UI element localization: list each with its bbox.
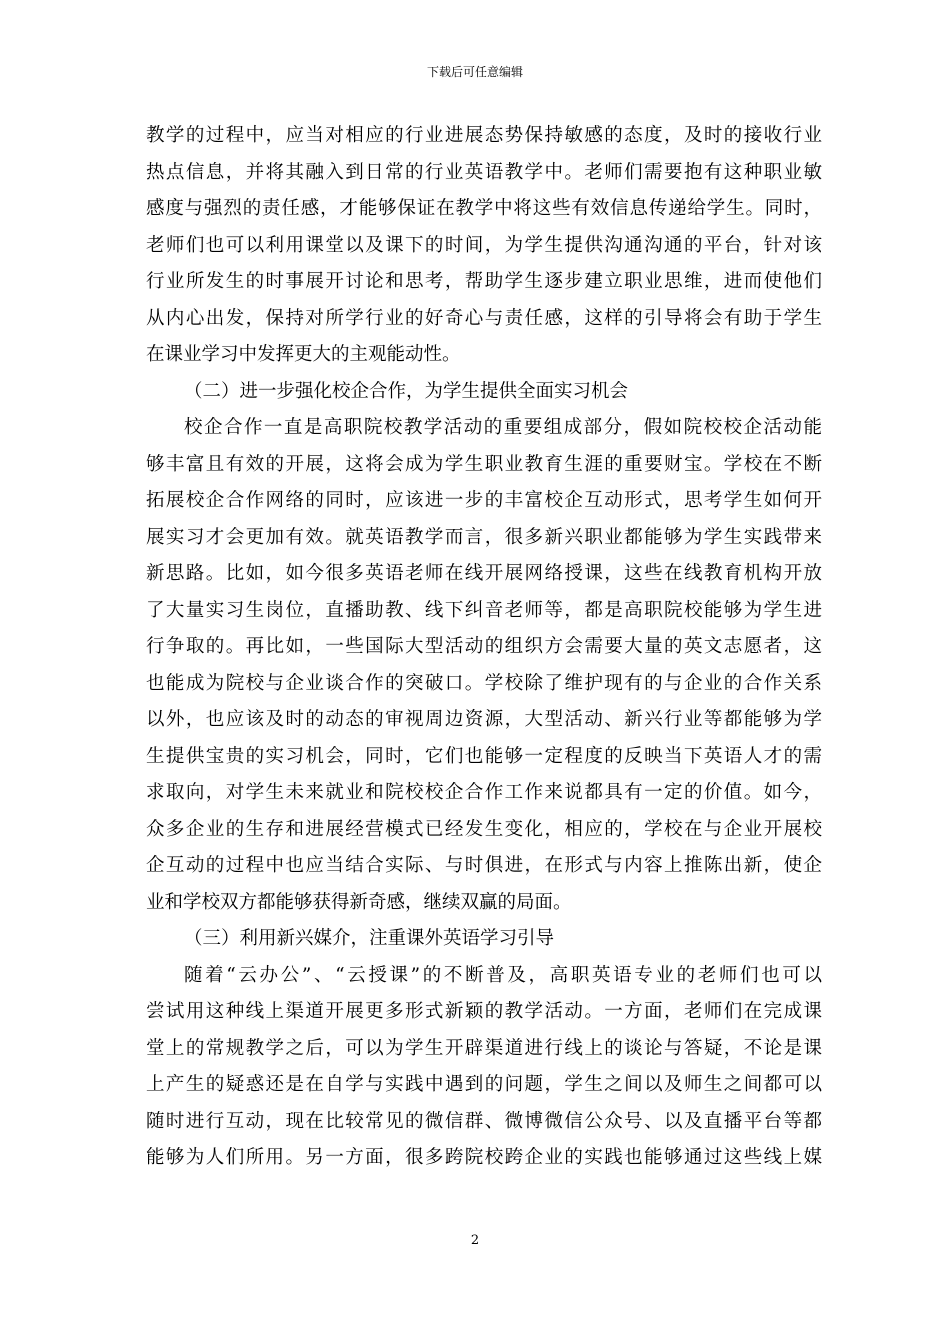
text-line: 教学的过程中，应当对相应的行业进展态势保持敏感的态度，及时的接收行业 xyxy=(146,125,822,146)
text-line: 拓展校企合作网络的同时，应该进一步的丰富校企互动形式，思考学生如何开 xyxy=(146,490,822,511)
text-line: 业和学校双方都能够获得新奇感，继续双赢的局面。 xyxy=(146,891,572,913)
text-line: 求取向，对学生未来就业和院校校企合作工作来说都具有一定的价值。如今， xyxy=(146,782,822,803)
section-heading: （三）利用新兴媒介，注重课外英语学习引导 xyxy=(184,928,555,949)
text-line: 校企合作一直是高职院校教学活动的重要组成部分，假如院校校企活动能 xyxy=(184,417,822,438)
section-heading: （二）进一步强化校企合作，为学生提供全面实习机会 xyxy=(184,380,629,402)
text-line: 热点信息，并将其融入到日常的行业英语教学中。老师们需要抱有这种职业敏 xyxy=(146,161,822,183)
text-line: 能够为人们所用。另一方面，很多跨院校跨企业的实践也能够通过这些线上媒 xyxy=(146,1147,822,1168)
text-line: 展实习才会更加有效。就英语教学而言，很多新兴职业都能够为学生实践带来 xyxy=(146,526,822,548)
text-line: 新思路。比如，如今很多英语老师在线开展网络授课，这些在线教育机构开放 xyxy=(146,563,822,584)
text-line: 行争取的。再比如，一些国际大型活动的组织方会需要大量的英文志愿者，这 xyxy=(146,636,822,657)
text-line: 也能成为院校与企业谈合作的突破口。学校除了维护现有的与企业的合作关系 xyxy=(146,672,822,694)
text-line: 老师们也可以利用课堂以及课下的时间，为学生提供沟通沟通的平台，针对该 xyxy=(146,234,822,256)
page-header: 下载后可任意编辑 xyxy=(426,65,523,79)
page-number: 2 xyxy=(470,1233,480,1248)
document-body xyxy=(146,118,822,1177)
text-line: 堂上的常规教学之后，可以为学生开辟渠道进行线上的谈论与答疑，不论是课 xyxy=(146,1037,822,1059)
text-line: 在课业学习中发挥更大的主观能动性。 xyxy=(146,344,461,365)
text-line: 从内心出发，保持对所学行业的好奇心与责任感，这样的引导将会有助于学生 xyxy=(146,307,822,329)
text-line: 感度与强烈的责任感，才能够保证在教学中将这些有效信息传递给学生。同时， xyxy=(146,198,822,219)
text-line: 随着“云办公”、“云授课”的不断普及，高职英语专业的老师们也可以 xyxy=(184,964,822,986)
text-line: 行业所发生的时事展开讨论和思考，帮助学生逐步建立职业思维，进而使他们 xyxy=(146,271,822,292)
text-line: 够丰富且有效的开展，这将会成为学生职业教育生涯的重要财宝。学校在不断 xyxy=(146,453,822,475)
text-line: 以外，也应该及时的动态的审视周边资源，大型活动、新兴行业等都能够为学 xyxy=(146,709,822,730)
text-line: 了大量实习生岗位，直播助教、线下纠音老师等，都是高职院校能够为学生进 xyxy=(146,599,822,621)
paragraph xyxy=(146,118,822,374)
text-line: 上产生的疑惑还是在自学与实践中遇到的问题，学生之间以及师生之间都可以 xyxy=(146,1074,822,1095)
text-line: 随时进行互动，现在比较常见的微信群、微博微信公众号、以及直播平台等都 xyxy=(146,1110,822,1132)
text-line: 尝试用这种线上渠道开展更多形式新颖的教学活动。一方面，老师们在完成课 xyxy=(146,1001,822,1022)
paragraph xyxy=(146,410,822,921)
paragraph xyxy=(146,958,822,1177)
text-line: 企互动的过程中也应当结合实际、与时俱进，在形式与内容上推陈出新，使企 xyxy=(146,855,822,876)
text-line: 众多企业的生存和进展经营模式已经发生变化，相应的，学校在与企业开展校 xyxy=(146,818,822,840)
text-line: 生提供宝贵的实习机会，同时，它们也能够一定程度的反映当下英语人才的需 xyxy=(146,745,822,767)
